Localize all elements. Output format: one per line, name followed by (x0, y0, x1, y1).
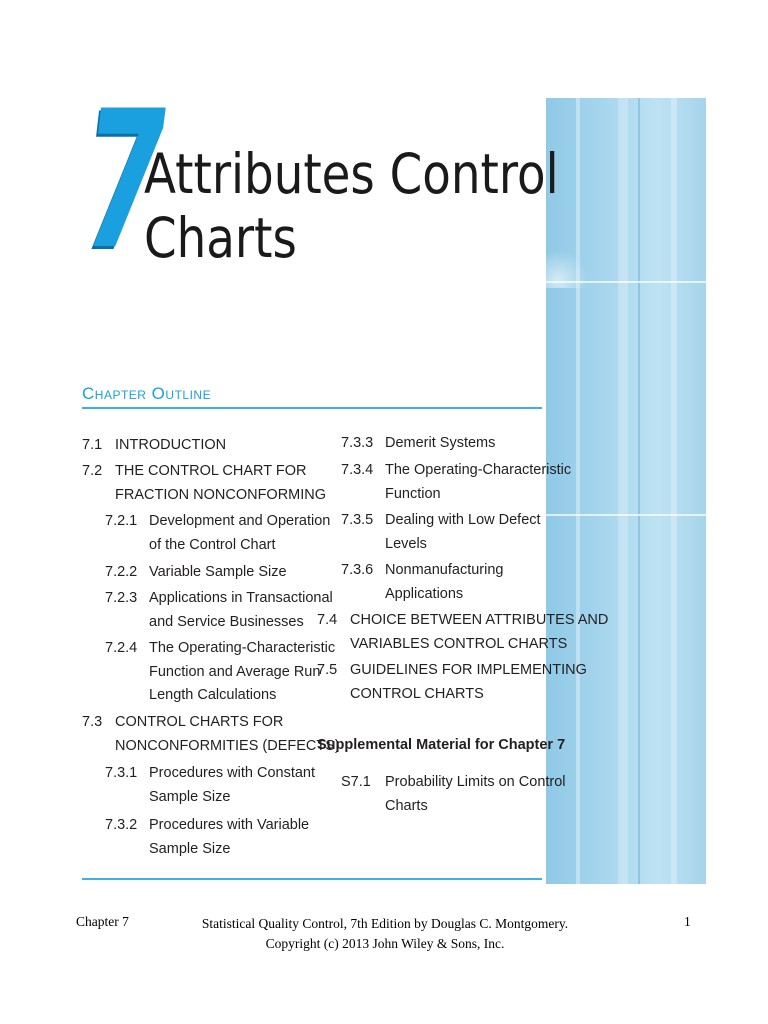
chapter-number: 7 (84, 70, 166, 291)
section-title-line: and Service Businesses (149, 613, 304, 630)
section-title-line: Function and Average Run (149, 663, 321, 680)
section-number: 7.2.2 (105, 564, 138, 580)
section-title-line: Development and Operation (149, 513, 331, 529)
section-number: 7.3.4 (341, 462, 374, 478)
section-title-line: The Operating-Characteristic (149, 640, 336, 656)
decorative-side-panel (546, 98, 706, 884)
section-title-line: Charts (385, 797, 428, 814)
section-title-line: Levels (385, 535, 427, 552)
chapter-title-line2: Charts (144, 206, 297, 270)
footer-chapter: Chapter 7 (76, 914, 129, 929)
section-number: 7.5 (317, 662, 338, 678)
section-number: 7.3 (82, 714, 103, 730)
section-title-line: FRACTION NONCONFORMING (115, 486, 327, 503)
section-number: 7.2.3 (105, 590, 138, 606)
section-title-line: Sample Size (149, 840, 231, 857)
section-title-line: Procedures with Constant (149, 765, 316, 781)
section-number: 7.3.3 (341, 435, 374, 451)
section-title-line: Sample Size (149, 788, 231, 805)
footer-copyright: Copyright (c) 2013 John Wiley & Sons, Inc. (265, 936, 505, 951)
section-title-line: GUIDELINES FOR IMPLEMENTING (350, 662, 587, 678)
section-number: 7.3.6 (341, 562, 374, 578)
chapter-outline-heading: Chapter Outline (82, 384, 212, 403)
supplemental-heading: Supplemental Material for Chapter 7 (317, 737, 566, 753)
footer-citation-line1: Statistical Quality Control, 7th Edition by Douglas C. Montgomery. (201, 916, 569, 931)
chapter-title (144, 142, 559, 270)
section-title-line: Procedures with Variable (149, 817, 310, 833)
section-title-line: INTRODUCTION (115, 437, 227, 453)
section-title-line: CONTROL CHARTS FOR (115, 714, 284, 730)
chapter-title-line1: Attributes Control (144, 142, 559, 206)
outline-top-rule (82, 407, 542, 409)
footer-citation (180, 914, 590, 954)
section-title-line: CONTROL CHARTS (350, 685, 484, 702)
section-title-line: The Operating-Characteristic (385, 462, 572, 478)
section-number: 7.1 (82, 437, 103, 453)
section-title-line: Function (385, 485, 441, 502)
section-title-line: Dealing with Low Defect (385, 512, 541, 528)
section-title-line: NONCONFORMITIES (DEFECTS) (115, 737, 340, 754)
section-title-line: of the Control Chart (149, 536, 276, 553)
section-number: 7.3.2 (105, 817, 138, 833)
section-number: 7.2 (82, 463, 103, 479)
section-number: 7.2.4 (105, 640, 138, 656)
section-title-line: Length Calculations (149, 687, 277, 703)
section-title-line: Demerit Systems (385, 435, 496, 451)
page-number: 1 (684, 914, 691, 929)
section-title-line: Applications in Transactional (149, 590, 333, 606)
section-title-line: CHOICE BETWEEN ATTRIBUTES AND (350, 612, 609, 628)
section-number: 7.3.5 (341, 512, 374, 528)
section-title-line: VARIABLES CONTROL CHARTS (350, 635, 568, 652)
section-number: S7.1 (341, 774, 371, 790)
section-title-line: Applications (385, 585, 464, 602)
section-number: 7.3.1 (105, 765, 138, 781)
section-title-line: Probability Limits on Control (385, 774, 566, 790)
section-number: 7.4 (317, 612, 338, 628)
section-title-line: THE CONTROL CHART FOR (115, 463, 307, 479)
section-number: 7.2.1 (105, 513, 138, 529)
section-title-line: Variable Sample Size (149, 564, 287, 580)
outline-bottom-rule (82, 878, 542, 880)
section-title-line: Nonmanufacturing (385, 562, 504, 578)
